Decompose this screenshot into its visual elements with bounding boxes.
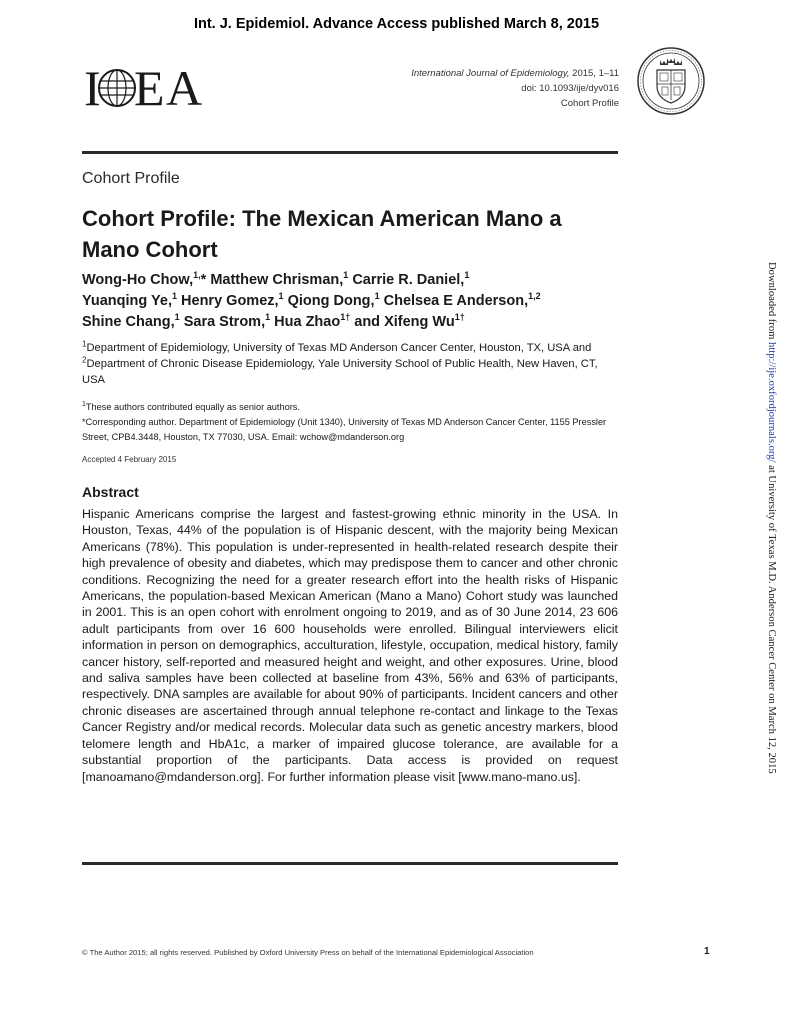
logo-letter-e: E bbox=[134, 60, 165, 116]
article-title: Cohort Profile: The Mexican American Mano a Mano Cohort bbox=[82, 206, 562, 262]
accepted-date: Accepted 4 February 2015 bbox=[82, 455, 177, 464]
logo-letter-a: A bbox=[166, 60, 203, 116]
section-label: Cohort Profile bbox=[82, 170, 180, 187]
affiliation-1: $^1$Department of Epidemiology, University of Texas MD Anderson Cancer Center, Houston, TX, USA and bbox=[82, 339, 592, 354]
journal-name: International Journal of Epidemiology, bbox=[411, 68, 570, 79]
author: Qiong Dong,$^1$ bbox=[287, 291, 380, 309]
journal-meta bbox=[411, 66, 619, 111]
author: Henry Gomez,$^1$ bbox=[181, 291, 284, 309]
senior-author-note: $^1$These authors contributed equally as senior authors. bbox=[82, 400, 300, 412]
copyright-notice: © The Author 2015; all rights reserved. Published by Oxford University Press on behalf of the International Epidemiological Association bbox=[82, 948, 534, 957]
download-suffix: at University of Texas M.D. Anderson Cancer Center on March 12, 2015 bbox=[766, 462, 777, 774]
author: Chelsea E Anderson,$^{1,2}$ bbox=[383, 291, 541, 309]
author: Carrie R. Daniel,$^1$ bbox=[352, 270, 470, 288]
affiliation-2: $^2$Department of Chronic Disease Epidemiology, Yale University School of Public Health, New Haven, CT, USA bbox=[82, 355, 598, 386]
header-divider bbox=[82, 151, 618, 154]
author-list bbox=[82, 270, 618, 333]
journal-doi: doi: 10.1093/ije/dyv016 bbox=[521, 83, 619, 94]
author: Hua Zhao$^{1\dagger}$ and bbox=[274, 312, 385, 330]
author: Matthew Chrisman,$^1$ bbox=[210, 270, 349, 288]
association-seal-icon bbox=[636, 46, 706, 116]
author-notes bbox=[82, 400, 622, 445]
journal-citation bbox=[411, 66, 619, 81]
author: Yuanqing Ye,$^1$ bbox=[82, 291, 177, 309]
abstract-body: Hispanic Americans comprise the largest and fastest-growing ethnic minority in the USA. In Houston, Texas, 44% of the population is of Hispanic descent, with the majority being Mexican Americans (78%). This population is under-represented in health-related research despite their high prevalence of obesity and diabetes, which may predispose them to cancer and other chronic conditions. Recognizing the need for a greater research effort into the health risks of Hispanic Americans, the population-based Mexican American (Mano a Mano) Cohort study was launched in 2001. This is an open cohort with enrolment ongoing to 2019, and as of 30 June 2014, 23 606 adult participants from over 16 600 households were enrolled. Bilingual interviewers elicit information in person on demographics, acculturation, lifestyle, occupation, medical history, family cancer history, self-reported and measured height and weight, and other exposures. Urine, blood and saliva samples have been collected at baseline from 43%, 56% and 63% of participants, respectively. DNA samples are available for about 90% of participants. Incident cancers and other chronic diseases are ascertained through annual telephone re-contact and linkage to the Texas Cancer Registry and/or medical records. Molecular data such as genetic ancestry markers, blood telomere length and HbA1c, a marker of impaired glucose tolerance, are available for a substantial proportion of the participants. Data access is provided on request [manoamano@mdanderson.org]. For further information please visit [www.mano-mano.us]. bbox=[82, 507, 618, 784]
journal-link[interactable]: http://ije.oxfordjournals.org/ bbox=[766, 342, 777, 463]
author: Sara Strom,$^1$ bbox=[183, 312, 271, 330]
abstract-heading: Abstract bbox=[82, 484, 139, 500]
author: Xifeng $Wu^{1\dagger}$ bbox=[384, 312, 465, 330]
corresponding-author-note: *Corresponding author. Department of Epidemiology (Unit 1340), University of Texas MD Anderson Cancer Center, 1155 Pressler Street, CPB4.3448, Houston, TX 77030, USA. Email: wchow@mdanderson.org bbox=[82, 417, 607, 442]
article-type: Cohort Profile bbox=[560, 98, 619, 109]
logo-letter-i: I bbox=[84, 60, 101, 116]
iea-logo bbox=[84, 62, 206, 114]
author: Wong-Ho Chow,$^{1,}$* bbox=[82, 270, 211, 288]
download-notice bbox=[766, 262, 777, 774]
author: Shine Chang,$^1$ bbox=[82, 312, 180, 330]
download-prefix: Downloaded from bbox=[766, 262, 777, 343]
abstract-divider bbox=[82, 862, 618, 865]
globe-icon bbox=[97, 68, 137, 108]
affiliations bbox=[82, 340, 622, 388]
journal-year-pages: 2015, 1–11 bbox=[569, 68, 619, 79]
advance-access-banner: Int. J. Epidemiol. Advance Access published March 8, 2015 bbox=[193, 16, 600, 32]
page-number: 1 bbox=[704, 946, 710, 957]
